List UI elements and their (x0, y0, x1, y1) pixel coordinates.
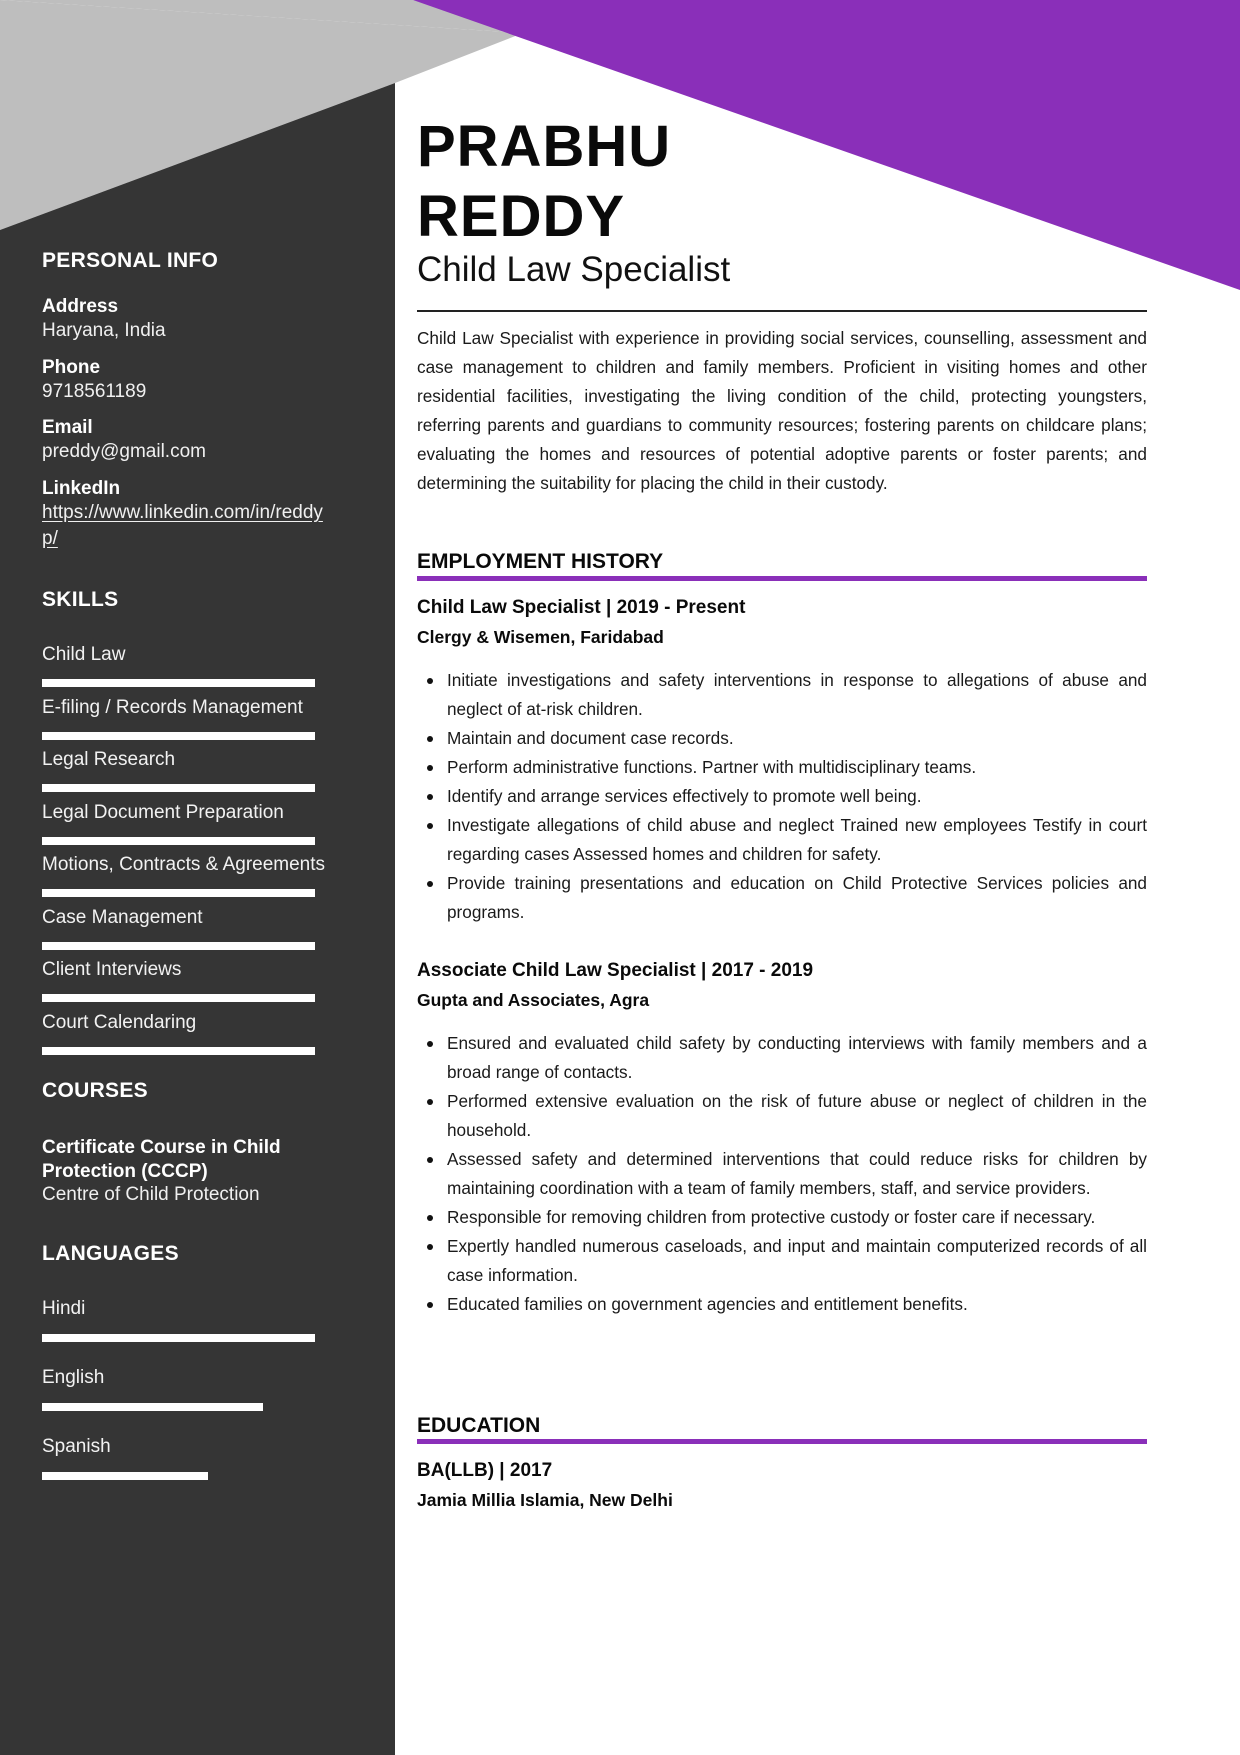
linkedin-link[interactable]: https://www.linkedin.com/in/reddyp/ (42, 502, 323, 549)
bullet-item: Educated families on government agencies and entitlement benefits. (417, 1290, 1147, 1319)
language-label: Hindi (42, 1298, 86, 1319)
bullet-item: Expertly handled numerous caseloads, and input and maintain computerized records of all case information. (417, 1232, 1147, 1290)
employment-history-heading: EMPLOYMENT HISTORY (417, 550, 664, 573)
first-name: PRABHU (417, 114, 672, 179)
school-name: Jamia Millia Islamia, New Delhi (417, 1490, 673, 1510)
course-organization: Centre of Child Protection (42, 1184, 260, 1205)
phone-label: Phone (42, 357, 101, 378)
bullet-item: Performed extensive evaluation on the risk of future abuse or neglect of children in the household. (417, 1087, 1147, 1145)
last-name: REDDY (417, 184, 626, 249)
personal-info-heading: PERSONAL INFO (42, 249, 219, 272)
language-level-bar (42, 1334, 315, 1342)
bullet-item: Maintain and document case records. (417, 724, 1147, 753)
skill-level-bar (42, 784, 315, 792)
bullet-icon (427, 1099, 433, 1105)
skill-label: Legal Document Preparation (42, 802, 284, 823)
bullet-icon (427, 823, 433, 829)
bullet-item: Ensured and evaluated child safety by conducting interviews with family members and a broad range of contacts. (417, 1029, 1147, 1087)
main-content (417, 0, 1147, 1755)
email-label: Email (42, 417, 93, 438)
bullet-icon (427, 794, 433, 800)
skill-label: E-filing / Records Management (42, 697, 303, 718)
linkedin-label: LinkedIn (42, 478, 121, 499)
course-title: Certificate Course in Child Protection (CCCP) (42, 1137, 281, 1182)
skill-level-bar (42, 837, 315, 845)
bullet-icon (427, 1302, 433, 1308)
bullet-icon (427, 881, 433, 887)
bullet-icon (427, 678, 433, 684)
skill-label: Child Law (42, 644, 126, 665)
bullet-item: Perform administrative functions. Partner with multidisciplinary teams. (417, 753, 1147, 782)
section-divider (417, 1439, 1147, 1444)
bullet-item: Provide training presentations and education on Child Protective Services policies and programs. (417, 869, 1147, 927)
skills-heading: SKILLS (42, 588, 119, 611)
job-heading: Child Law Specialist | 2019 - Present (417, 597, 746, 618)
skill-label: Case Management (42, 907, 203, 928)
professional-summary: Child Law Specialist with experience in providing social services, counselling, assessment and case management to children and family members. Proficient in visiting homes and other residential facilities, investigating the living condition of the child, protecting youngsters, referring parents and guardians to community resources; fostering parents on childcare plans; evaluating the homes and resources of potential adoptive parents or foster parents; and determining the suitability for placing the child in their custody. (417, 328, 1147, 493)
language-label: English (42, 1367, 105, 1388)
language-level-bar (42, 1403, 263, 1411)
bullet-item: Responsible for removing children from protective custody or foster care if necessary. (417, 1203, 1147, 1232)
skill-level-bar (42, 994, 315, 1002)
address-label: Address (42, 296, 119, 317)
skill-label: Motions, Contracts & Agreements (42, 854, 326, 875)
job-company: Clergy & Wisemen, Faridabad (417, 627, 664, 647)
degree-heading: BA(LLB) | 2017 (417, 1460, 553, 1481)
job-bullets (417, 1029, 1147, 1319)
phone-value: 9718561189 (42, 381, 147, 402)
bullet-item: Initiate investigations and safety interventions in response to allegations of abuse and neglect of at-risk children. (417, 666, 1147, 724)
bullet-icon (427, 1041, 433, 1047)
skill-level-bar (42, 1047, 315, 1055)
bullet-item: Investigate allegations of child abuse and neglect Trained new employees Testify in court regarding cases Assessed homes and children for safety. (417, 811, 1147, 869)
skill-label: Client Interviews (42, 959, 182, 980)
title-divider (417, 310, 1147, 312)
bullet-item: Assessed safety and determined interventions that could reduce risks for children by maintaining coordination with a team of family members, staff, and service providers. (417, 1145, 1147, 1203)
bullet-icon (427, 1215, 433, 1221)
bullet-icon (427, 736, 433, 742)
section-divider (417, 576, 1147, 581)
skill-level-bar (42, 679, 315, 687)
email-value: preddy@gmail.com (42, 441, 206, 462)
job-company: Gupta and Associates, Agra (417, 990, 650, 1010)
bullet-icon (427, 1244, 433, 1250)
skill-label: Court Calendaring (42, 1012, 197, 1033)
bullet-item: Identify and arrange services effectively to promote well being. (417, 782, 1147, 811)
job-bullets (417, 666, 1147, 927)
sidebar (0, 0, 395, 1755)
address-value: Haryana, India (42, 320, 166, 341)
skill-level-bar (42, 889, 315, 897)
courses-heading: COURSES (42, 1079, 148, 1102)
education-heading: EDUCATION (417, 1414, 541, 1437)
bullet-icon (427, 765, 433, 771)
job-title: Child Law Specialist (417, 250, 731, 289)
skill-label: Legal Research (42, 749, 176, 770)
skill-level-bar (42, 942, 315, 950)
languages-heading: LANGUAGES (42, 1242, 179, 1265)
skill-level-bar (42, 732, 315, 740)
language-level-bar (42, 1472, 208, 1480)
job-heading: Associate Child Law Specialist | 2017 - 2019 (417, 960, 814, 981)
bullet-icon (427, 1157, 433, 1163)
language-label: Spanish (42, 1436, 111, 1457)
